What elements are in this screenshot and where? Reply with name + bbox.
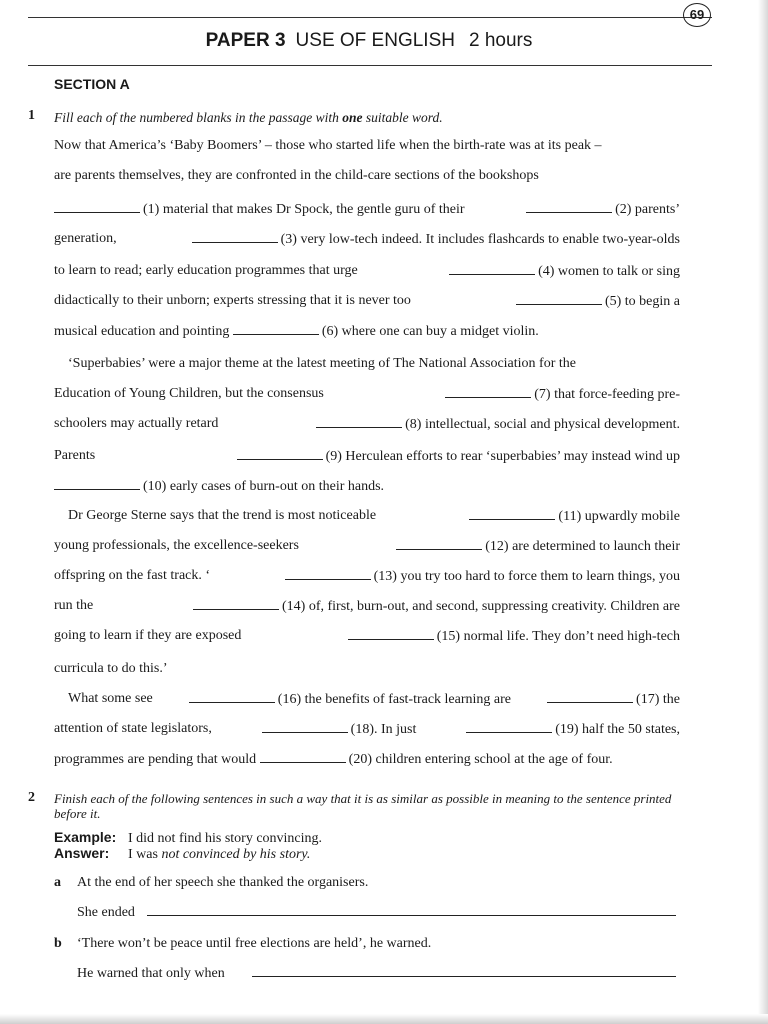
- item-a-letter: a: [54, 875, 61, 890]
- passage-text: ‘Superbabies’ were a major theme at the latest meeting of The National Association for the: [68, 356, 576, 371]
- gap-blank[interactable]: [189, 690, 275, 703]
- gap-blank[interactable]: [192, 230, 278, 243]
- page-bottom-shadow: [0, 1014, 768, 1024]
- passage-text: going to learn if they are exposed: [54, 628, 242, 643]
- passage-line: [68, 690, 680, 709]
- passage-text: to learn to read; early education programmes that urge: [54, 263, 358, 278]
- passage-text: (6) where one can buy a midget violin.: [321, 324, 539, 339]
- passage-segment: [54, 537, 299, 556]
- gap-blank[interactable]: [469, 507, 555, 520]
- passage-text: schoolers may actually retard: [54, 416, 219, 431]
- passage-text: (11) upwardly mobile: [558, 509, 680, 524]
- passage-line: [54, 537, 680, 556]
- passage-line: [54, 477, 680, 496]
- passage-segment: [449, 262, 680, 281]
- passage-line: [54, 597, 680, 616]
- passage-segment: [54, 752, 260, 767]
- item-b-letter: b: [54, 936, 62, 951]
- passage-segment: [54, 200, 465, 219]
- passage-text: (16) the benefits of fast-track learning are: [277, 692, 512, 707]
- gap-blank[interactable]: [262, 720, 348, 733]
- item-a-prompt: At the end of her speech she thanked the organisers.: [77, 875, 369, 890]
- passage-line: [54, 292, 680, 311]
- gap-blank[interactable]: [466, 720, 552, 733]
- passage-line: [54, 627, 680, 646]
- gap-blank[interactable]: [54, 477, 140, 490]
- passage-text: didactically to their unborn; experts stressing that it is never too: [54, 293, 411, 308]
- passage-text: (19) half the 50 states,: [555, 722, 680, 737]
- passage-line: [54, 137, 680, 155]
- gap-blank[interactable]: [547, 690, 633, 703]
- passage-text: attention of state legislators,: [54, 721, 212, 736]
- passage-segment: [445, 385, 680, 404]
- passage-segment: [54, 720, 212, 739]
- passage-text: (1) material that makes Dr Spock, the gentle guru of their: [143, 202, 465, 217]
- gap-blank[interactable]: [526, 200, 612, 213]
- passage-segment: [54, 324, 233, 339]
- instruction-part-a: Fill each of the numbered blanks in the passage with: [54, 110, 339, 125]
- passage-segment: [54, 230, 117, 249]
- passage-text: (14) of, first, burn-out, and second, suppressing creativity. Children are: [282, 599, 680, 614]
- passage-segment: [54, 292, 411, 311]
- passage-segment: [54, 661, 168, 676]
- passage-line: [54, 230, 680, 249]
- passage-text: (20) children entering school at the age of four.: [348, 752, 613, 767]
- page-edge-shadow: [758, 0, 768, 1024]
- passage-text: (13) you try too hard to force them to learn things, you: [373, 569, 680, 584]
- passage-segment: [285, 567, 680, 586]
- passage-segment: [466, 720, 680, 739]
- passage-segment: [192, 230, 680, 249]
- gap-blank[interactable]: [445, 385, 531, 398]
- passage-segment: [68, 355, 576, 373]
- passage-segment: [54, 415, 218, 434]
- passage-segment: [237, 447, 680, 466]
- answer-label: Answer:: [54, 845, 110, 861]
- passage-text: (17) the: [636, 692, 680, 707]
- instruction-part-b: suitable word.: [365, 110, 443, 125]
- passage-segment: [260, 752, 613, 767]
- answer-line-example: [54, 845, 310, 863]
- passage-segment: [54, 137, 602, 155]
- gap-blank[interactable]: [348, 627, 434, 640]
- page-title: [0, 30, 738, 52]
- question-1-instruction: [54, 110, 443, 126]
- passage-line: [68, 507, 680, 526]
- passage-text: musical education and pointing: [54, 324, 230, 339]
- passage-text: (12) are determined to launch their: [485, 539, 680, 554]
- passage-text: (8) intellectual, social and physical development.: [405, 417, 680, 432]
- gap-blank[interactable]: [396, 537, 482, 550]
- passage-segment: [348, 627, 680, 646]
- item-b-prompt: ‘There won’t be peace until free elections are held’, he warned.: [77, 936, 432, 951]
- passage-text: (2) parents’: [615, 202, 680, 217]
- passage-line: [54, 415, 680, 434]
- passage-text: (4) women to talk or sing: [538, 264, 680, 279]
- passage-text: (9) Herculean efforts to rear ‘superbabies’ may instead wind up: [325, 449, 680, 464]
- top-rule: [28, 17, 712, 18]
- passage-segment: [54, 447, 95, 466]
- paper-label: PAPER 3: [205, 30, 286, 51]
- passage-text: programmes are pending that would: [54, 752, 257, 767]
- passage-segment: [54, 627, 241, 646]
- passage-segment: [68, 690, 153, 709]
- passage-line: [68, 355, 680, 373]
- gap-blank[interactable]: [193, 597, 279, 610]
- passage-text: are parents themselves, they are confronted in the child-care sections of the bookshops: [54, 168, 539, 183]
- passage-text: generation,: [54, 231, 117, 246]
- example-text: I did not find his story convincing.: [128, 831, 323, 846]
- gap-blank[interactable]: [54, 200, 140, 213]
- passage-segment: [233, 324, 539, 339]
- passage-segment: [516, 292, 680, 311]
- passage-segment: [54, 597, 93, 616]
- passage-text: (10) early cases of burn-out on their hands.: [143, 479, 385, 494]
- duration-label: 2 hours: [468, 30, 533, 51]
- passage-segment: [262, 720, 417, 739]
- passage-line: [54, 750, 680, 769]
- item-a-answer-line[interactable]: [147, 915, 676, 916]
- passage-text: (7) that force-feeding pre-: [534, 387, 680, 402]
- passage-text: (5) to begin a: [604, 294, 680, 309]
- passage-segment: [54, 567, 210, 586]
- section-heading: SECTION A: [54, 76, 130, 92]
- item-b-answer-line[interactable]: [252, 976, 676, 977]
- passage-segment: [193, 597, 680, 616]
- passage-text: Education of Young Children, but the consensus: [54, 386, 324, 401]
- item-a-stem: She ended: [77, 905, 135, 920]
- passage-line: [54, 447, 680, 466]
- passage-text: run the: [54, 598, 94, 613]
- passage-line: [54, 200, 680, 219]
- passage-segment: [189, 690, 511, 709]
- gap-blank[interactable]: [316, 415, 402, 428]
- passage-line: [54, 660, 680, 678]
- example-label: Example:: [54, 829, 117, 845]
- passage-text: Dr George Sterne says that the trend is most noticeable: [68, 508, 377, 523]
- passage-segment: [469, 507, 680, 526]
- passage-line: [54, 567, 680, 586]
- answer-prefix: I was: [128, 847, 158, 862]
- item-b-stem: He warned that only when: [77, 966, 225, 981]
- question-2-number: 2: [28, 790, 35, 805]
- gap-blank[interactable]: [449, 262, 535, 275]
- passage-line: [54, 262, 680, 281]
- passage-text: Parents: [54, 448, 96, 463]
- passage-segment: [54, 385, 324, 404]
- gap-blank[interactable]: [237, 447, 323, 460]
- passage-segment: [54, 262, 358, 281]
- passage-text: What some see: [68, 691, 153, 706]
- passage-segment: [316, 415, 680, 434]
- passage-segment: [396, 537, 680, 556]
- passage-line: [54, 167, 680, 185]
- passage-text: curricula to do this.’: [54, 661, 168, 676]
- passage-segment: [54, 167, 539, 185]
- passage-segment: [526, 200, 680, 219]
- passage-text: Now that America’s ‘Baby Boomers’ – those who started life when the birth-rate was at its peak –: [54, 138, 602, 153]
- gap-blank[interactable]: [233, 322, 319, 335]
- question-2-instruction: Finish each of the following sentences in such a way that it is as similar as possible in meaning to the sentence printed before it.: [54, 791, 672, 821]
- passage-segment: [547, 690, 680, 709]
- passage-text: (18). In just: [350, 722, 417, 737]
- page-number: 69: [683, 3, 711, 27]
- question-1-number: 1: [28, 108, 35, 123]
- header-rule: [28, 65, 712, 66]
- answer-italic: not convinced by his story.: [161, 847, 311, 862]
- passage-line: [54, 385, 680, 404]
- subject-label: USE OF ENGLISH: [295, 30, 455, 51]
- passage-text: (15) normal life. They don’t need high-tech: [436, 629, 680, 644]
- gap-blank[interactable]: [516, 292, 602, 305]
- instruction-emphasis: one: [342, 110, 363, 125]
- passage-text: (3) very low-tech indeed. It includes flashcards to enable two-year-olds: [280, 232, 680, 247]
- passage-line: [54, 322, 680, 341]
- passage-text: offspring on the fast track. ‘: [54, 568, 211, 583]
- passage-segment: [68, 507, 376, 526]
- passage-line: [54, 720, 680, 739]
- passage-segment: [54, 479, 384, 494]
- passage-text: young professionals, the excellence-seekers: [54, 538, 299, 553]
- gap-blank[interactable]: [260, 750, 346, 763]
- gap-blank[interactable]: [285, 567, 371, 580]
